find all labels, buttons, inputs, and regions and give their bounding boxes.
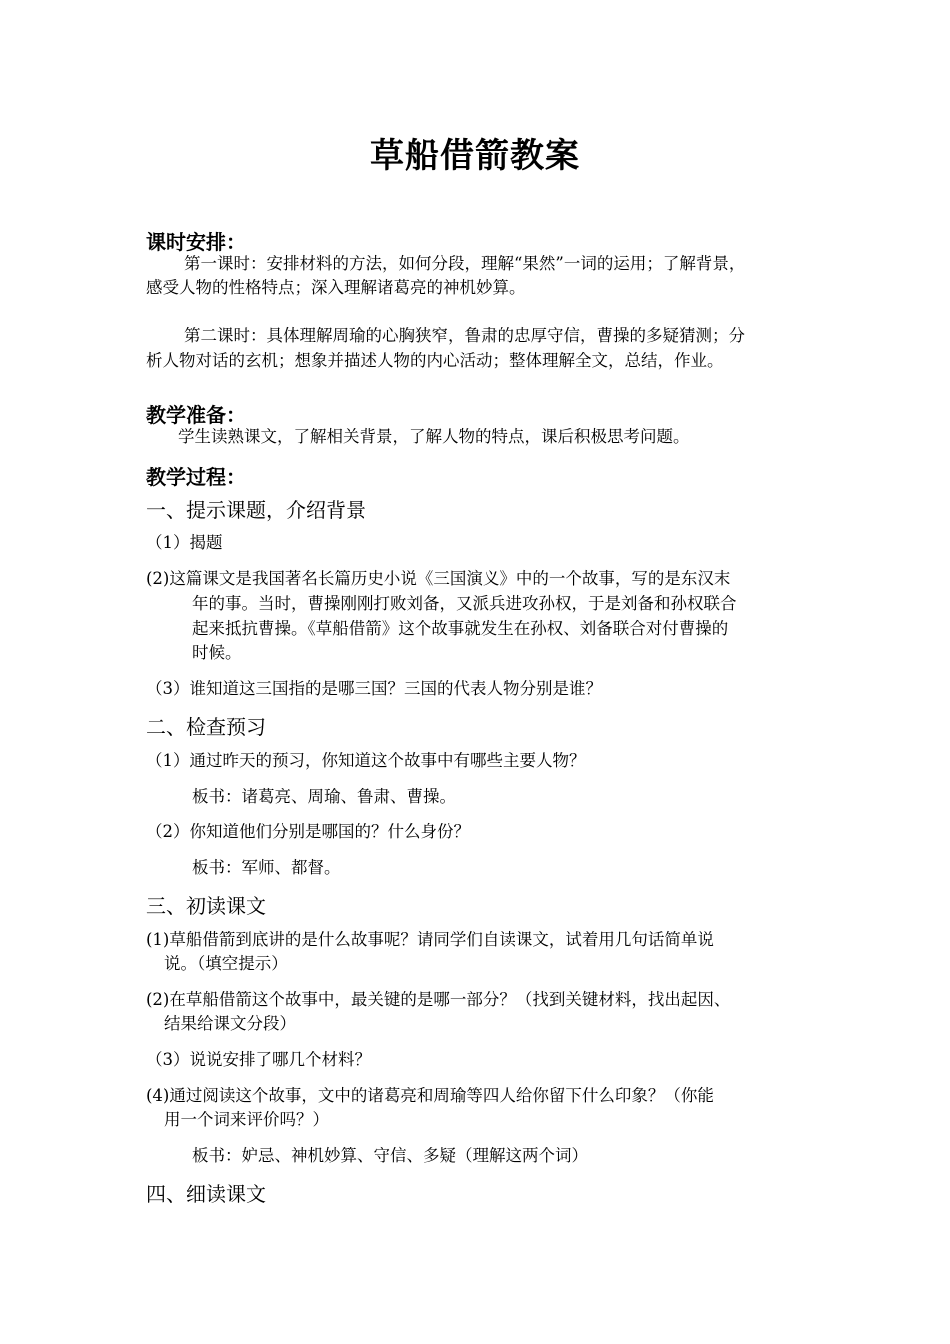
- section-3-item-1-line2: 说。（填空提示）: [164, 954, 288, 973]
- section-1-item-3: （3）谁知道这三国指的是哪三国？三国的代表人物分别是谁？: [146, 679, 602, 698]
- section-4-title: 四、细读课文: [146, 1182, 266, 1206]
- prep-heading: 教学准备：: [146, 403, 246, 427]
- section-1-item-2-line3: 起来抵抗曹操。《草船借箭》这个故事就发生在孙权、刘备联合对付曹操的: [192, 619, 729, 638]
- document-title: 草船借箭教案: [370, 136, 580, 176]
- section-3-title: 三、初读课文: [146, 894, 266, 918]
- section-3-item-4-line1: (4)通过阅读这个故事，文中的诸葛亮和周瑜等四人给你留下什么印象？（你能: [146, 1086, 714, 1105]
- section-3-item-3: （3）说说安排了哪几个材料？: [146, 1050, 371, 1069]
- section-2-title: 二、检查预习: [146, 715, 266, 739]
- lesson-plan-first-line1: 第一课时：安排材料的方法，如何分段，理解“果然”一词的运用；了解背景，: [184, 254, 746, 273]
- section-2-board-1: 板书：诸葛亮、周瑜、鲁肃、曹操。: [192, 787, 456, 806]
- section-1-title: 一、提示课题，介绍背景: [146, 498, 366, 522]
- prep-text: 学生读熟课文，了解相关背景，了解人物的特点，课后积极思考问题。: [178, 427, 690, 446]
- section-3-item-1-line1: (1)草船借箭到底讲的是什么故事呢？请同学们自读课文，试着用几句话简单说: [146, 930, 714, 949]
- section-3-item-2-line2: 结果给课文分段）: [164, 1014, 296, 1033]
- lesson-plan-second-line2: 析人物对话的玄机；想象并描述人物的内心活动；整体理解全文，总结，作业。: [146, 351, 724, 370]
- process-heading: 教学过程：: [146, 465, 246, 489]
- lesson-plan-second-line1: 第二课时：具体理解周瑜的心胸狭窄，鲁肃的忠厚守信，曹操的多疑猜测；分: [184, 326, 745, 345]
- section-1-item-2-line4: 时候。: [192, 643, 242, 662]
- section-1-item-2-line1: (2)这篇课文是我国著名长篇历史小说《三国演义》中的一个故事，写的是东汉末: [146, 569, 731, 588]
- section-3-board-4: 板书：妒忌、神机妙算、守信、多疑（理解这两个词）: [192, 1146, 588, 1165]
- section-2-item-1: （1）通过昨天的预习，你知道这个故事中有哪些主要人物？: [146, 751, 586, 770]
- section-2-item-2: （2）你知道他们分别是哪国的？什么身份？: [146, 822, 470, 841]
- lesson-plan-first-line2: 感受人物的性格特点；深入理解诸葛亮的神机妙算。: [146, 278, 526, 297]
- section-2-board-2: 板书：军师、都督。: [192, 858, 341, 877]
- section-3-item-2-line1: (2)在草船借箭这个故事中，最关键的是哪一部分？（找到关键材料，找出起因、: [146, 990, 731, 1009]
- lesson-plan-heading: 课时安排：: [146, 230, 246, 254]
- section-1-item-2-line2: 年的事。当时，曹操刚刚打败刘备，又派兵进攻孙权，于是刘备和孙权联合: [192, 594, 737, 613]
- section-1-item-1: （1）揭题: [146, 533, 223, 552]
- section-3-item-4-line2: 用一个词来评价吗？）: [164, 1110, 329, 1129]
